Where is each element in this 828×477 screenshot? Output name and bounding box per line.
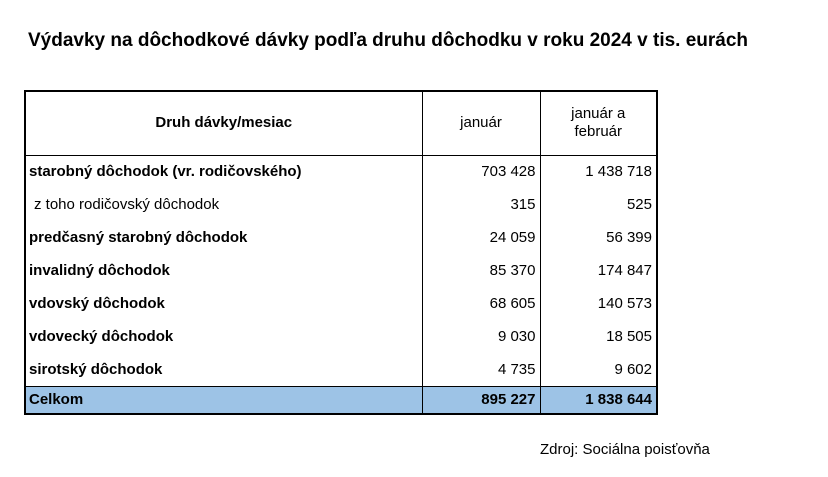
- table-row-disability: [25, 254, 657, 287]
- row-label: z toho rodičovský dôchodok: [25, 188, 422, 221]
- value-january-february: 18 505: [540, 320, 657, 353]
- value-january-february: 140 573: [540, 287, 657, 320]
- row-label: vdovecký dôchodok: [25, 320, 422, 353]
- value-january-february: 1 438 718: [540, 155, 657, 188]
- table-row-widower: [25, 320, 657, 353]
- row-label: starobný dôchodok (vr. rodičovského): [25, 155, 422, 188]
- row-label: sirotský dôchodok: [25, 353, 422, 386]
- row-label: invalidný dôchodok: [25, 254, 422, 287]
- table-row-parental-sub: [25, 188, 657, 221]
- table-row-orphan: [25, 353, 657, 386]
- value-january-february: 525: [540, 188, 657, 221]
- source-note: Zdroj: Sociálna poisťovňa: [540, 441, 710, 458]
- value-january: 703 428: [422, 155, 540, 188]
- value-january: 9 030: [422, 320, 540, 353]
- row-label: vdovský dôchodok: [25, 287, 422, 320]
- column-header-benefit-type: Druh dávky/mesiac: [25, 91, 422, 155]
- pension-expenditure-table: [24, 90, 658, 415]
- table-row-old-age: [25, 155, 657, 188]
- value-january: 68 605: [422, 287, 540, 320]
- value-january-february: 56 399: [540, 221, 657, 254]
- value-january: 315: [422, 188, 540, 221]
- row-label: predčasný starobný dôchodok: [25, 221, 422, 254]
- total-row: [25, 386, 657, 414]
- value-january: 4 735: [422, 353, 540, 386]
- column-header-january-february: január a február: [540, 91, 657, 155]
- table-row-widow: [25, 287, 657, 320]
- page-title: Výdavky na dôchodkové dávky podľa druhu dôchodku v roku 2024 v tis. eurách: [28, 30, 749, 51]
- total-label: Celkom: [25, 386, 422, 414]
- value-january-february: 174 847: [540, 254, 657, 287]
- header-row: [25, 91, 657, 155]
- column-header-january: január: [422, 91, 540, 155]
- value-january: 85 370: [422, 254, 540, 287]
- value-january-february: 9 602: [540, 353, 657, 386]
- total-value-january: 895 227: [422, 386, 540, 414]
- total-value-january-february: 1 838 644: [540, 386, 657, 414]
- value-january: 24 059: [422, 221, 540, 254]
- table-row-early-old-age: [25, 221, 657, 254]
